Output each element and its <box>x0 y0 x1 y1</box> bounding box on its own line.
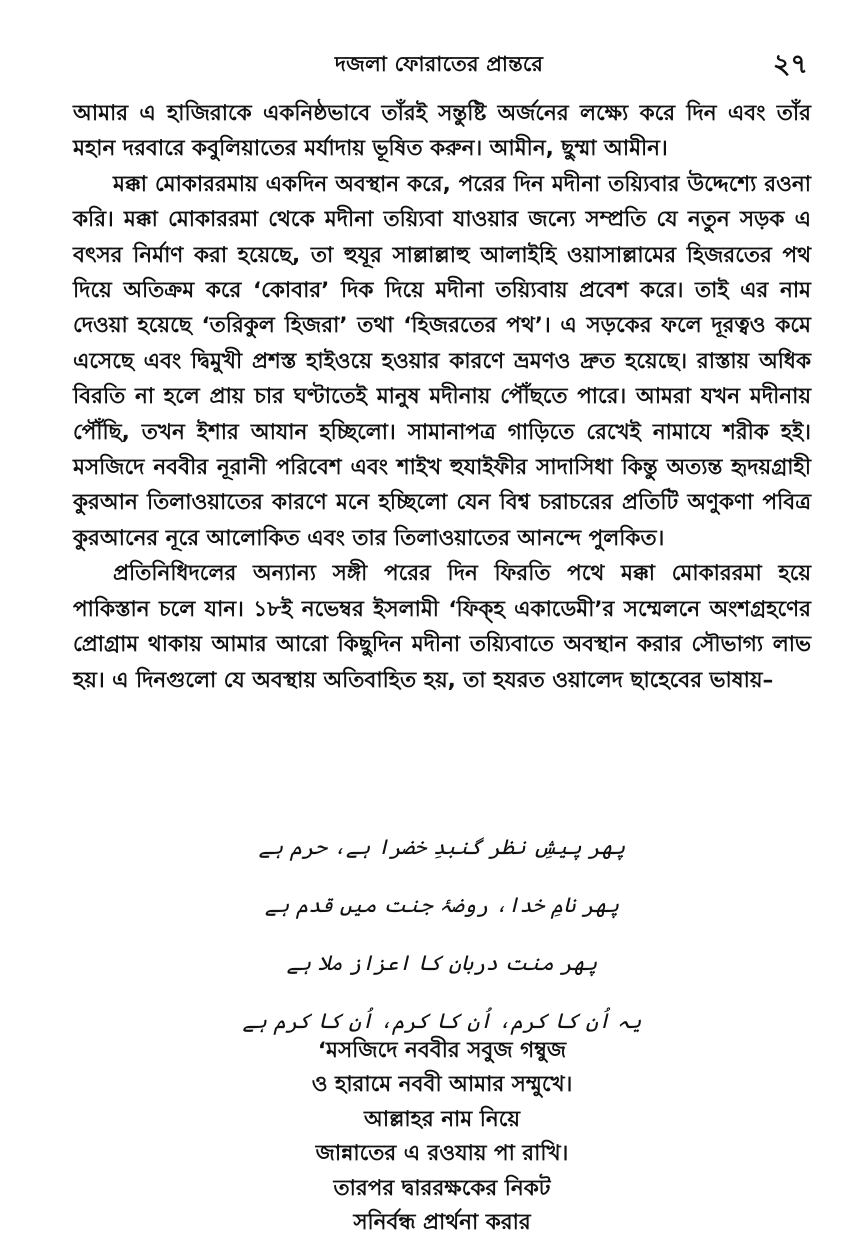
urdu-verse <box>73 818 811 1050</box>
verse-line: সনির্বন্ধ প্রার্থনা করার <box>353 1210 531 1236</box>
verse-line: پھر نامِ خدا، روضۂ جنت میں قدم ہے <box>264 893 620 917</box>
bangla-verse <box>73 1034 811 1240</box>
verse-line: پھر منت دربان کا اعزاز ملا ہے <box>286 951 598 975</box>
paragraph: প্রতিনিধিদলের অন্যান্য সঙ্গী পরের দিন ফিরতি পথে মক্কা মোকাররমা হয়ে পাকিস্তান চলে যান। ১৮ই নভেম্বর ইসলামী ‘ফিক্‌হ একাডেমী’র সম্মেলনে অংশগ্রহণের প্রোগ্রাম থাকায় আমার আরো কিছুদিন মদীনা তয়্যিবাতে অবস্থান করার সৌভাগ্য লাভ হয়। এ দিনগুলো যে অবস্থায় অতিবাহিত হয়, তা হযরত ওয়ালেদ ছাহেবের ভাষায়– <box>73 561 811 693</box>
verse-line: আল্লাহর নাম নিয়ে <box>364 1106 520 1132</box>
verse-line: ও হারামে নববী আমার সম্মুখে। <box>311 1072 573 1098</box>
verse-line: پھر پیشِ نظر گنبدِ خضرا ہے، حرم ہے <box>258 835 626 859</box>
page-number: ২৭ <box>772 49 808 80</box>
running-title: দজলা ফোরাতের প্রান্তরে <box>334 52 544 76</box>
verse-line: তারপর দ্বাররক্ষকের নিকট <box>333 1175 551 1201</box>
verse-line: জান্নাতের এ রওযায় পা রাখি। <box>315 1141 569 1167</box>
paragraph: মক্কা মোকাররমায় একদিন অবস্থান করে, পরের দিন মদীনা তয়্যিবার উদ্দেশ্যে রওনা করি। মক্কা মোকাররমা থেকে মদীনা তয়্যিবা যাওয়ার জন্যে সম্প্রতি যে নতুন সড়ক এ বৎসর নির্মাণ করা হয়েছে, তা হুযূর সাল্লাল্লাহু আলাইহি ওয়াসাল্লামের হিজরতের পথ দিয়ে অতিক্রম করে ‘কোবার’ দিক দিয়ে মদীনা তয়্যিবায় প্রবেশ করে। তাই এর নাম দেওয়া হয়েছে ‘তরিকুল হিজরা’ তথা ‘হিজরতের পথ’। এ সড়কের ফলে দূরত্বও কমে এসেছে এবং দ্বিমুখী প্রশস্ত হাইওয়ে হওয়ার কারণে ভ্রমণও দ্রুত হয়েছে। রাস্তায় অধিক বিরতি না হলে প্রায় চার ঘণ্টাতেই মানুষ মদীনায় পৌঁছতে পারে। আমরা যখন মদীনায় পৌঁছি, তখন ইশার আযান হচ্ছিলো। সামানাপত্র গাড়িতে রেখেই নামাযে শরীক হই। মসজিদে নববীর নূরানী পরিবেশ এবং শাইখ হুযাইফীর সাদাসিধা কিন্তু অত্যন্ত হৃদয়গ্রাহী কুরআন তিলাওয়াতের কারণে মনে হচ্ছিলো যেন বিশ্ব চরাচরের প্রতিটি অণুকণা পবিত্র কুরআনের নূরে আলোকিত এবং তার তিলাওয়াতের আনন্দে পুলকিত। <box>73 171 811 551</box>
page-header <box>70 44 808 88</box>
paragraph: আমার এ হাজিরাকে একনিষ্ঠভাবে তাঁরই সন্তুষ্টি অর্জনের লক্ষ্যে করে দিন এবং তাঁর মহান দরবারে কবুলিয়াতের মর্যাদায় ভূষিত করুন। আমীন, ছুম্মা আমীন। <box>73 101 811 162</box>
body-text <box>73 96 811 698</box>
verse-line: یہ اُن کا کرم، اُن کا کرم، اُن کا کرم ہے <box>242 1009 642 1033</box>
verse-line: ‘মসজিদে নববীর সবুজ গম্বুজ <box>317 1038 567 1063</box>
